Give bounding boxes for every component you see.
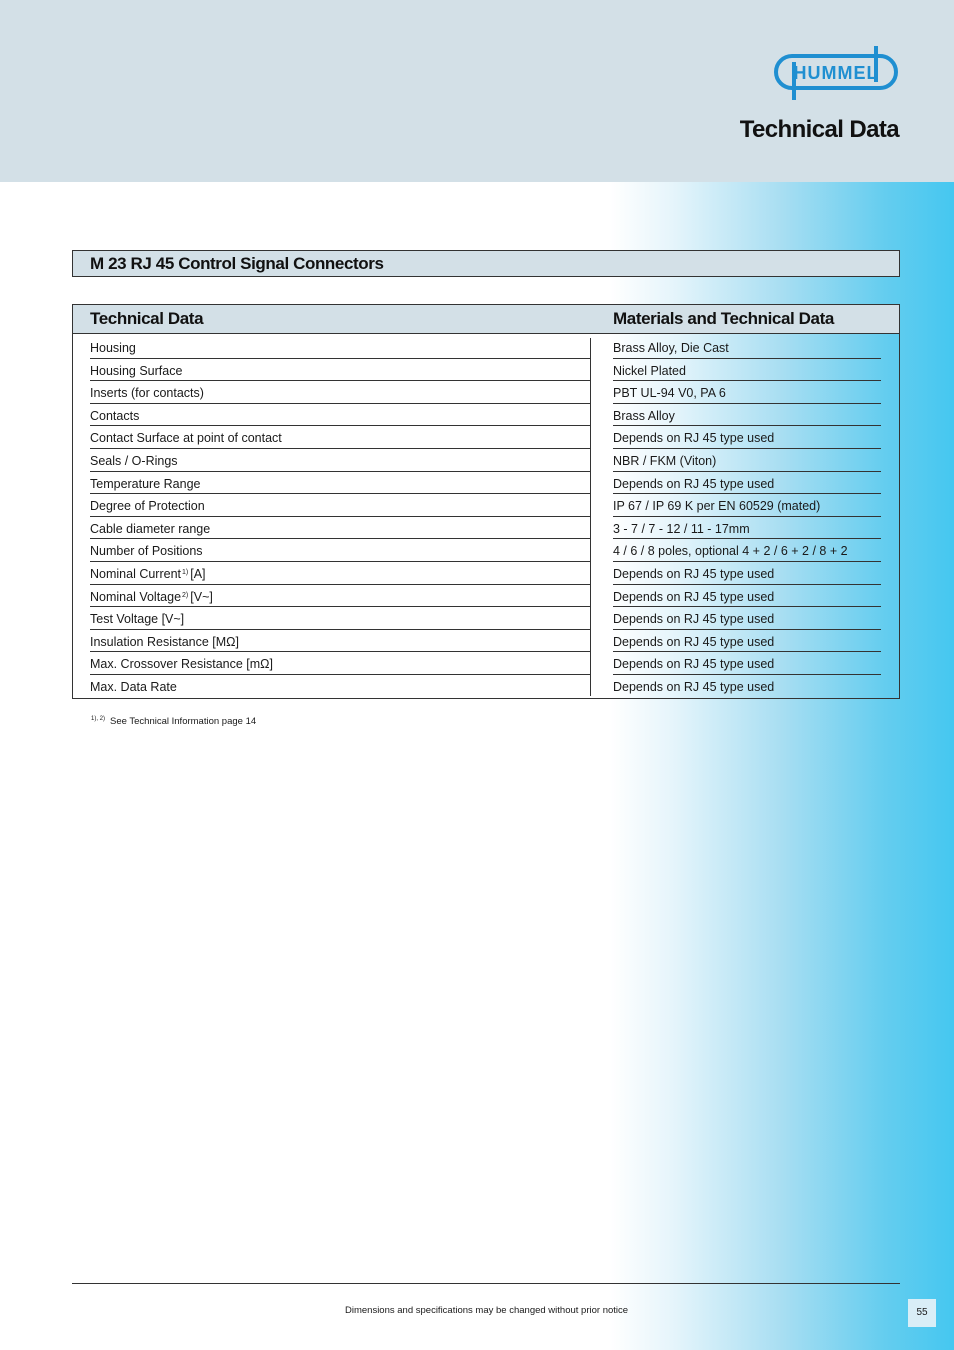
row-label [90, 680, 177, 694]
hummel-logo-icon [772, 44, 900, 102]
row-label [90, 567, 206, 581]
footer-note: Dimensions and specifications may be changed without prior notice [345, 1305, 629, 1316]
table-row [73, 494, 899, 517]
row-label [90, 364, 182, 378]
spec-table-body [73, 334, 899, 698]
footer-rule [72, 1283, 900, 1284]
row-label-text: Nominal Current [90, 566, 182, 581]
row-label-text: Max. Crossover Resistance [mΩ] [90, 657, 274, 672]
table-row [73, 336, 899, 359]
row-label [90, 477, 200, 491]
table-row [73, 404, 899, 427]
table-row [73, 630, 899, 653]
table-row [73, 539, 899, 562]
row-value: Depends on RJ 45 type used [613, 657, 775, 672]
footnote [90, 716, 256, 727]
row-value: Nickel Plated [613, 363, 686, 378]
table-row [73, 585, 899, 608]
row-value: Brass Alloy [613, 408, 675, 423]
section-title: M 23 RJ 45 Control Signal Connectors [90, 254, 384, 273]
table-row [73, 562, 899, 585]
page-number: 55 [908, 1299, 936, 1327]
section-title-box [72, 250, 900, 277]
table-row [73, 381, 899, 404]
row-label-unit: [V~] [190, 589, 213, 604]
row-label-text: Contacts [90, 408, 140, 423]
table-row [73, 359, 899, 382]
row-label [90, 454, 178, 468]
row-label [90, 590, 213, 604]
table-row [73, 675, 899, 698]
row-value: 4 / 6 / 8 poles, optional 4 + 2 / 6 + 2 / 8 + 2 [613, 544, 848, 559]
footnote-ref: 1) [182, 568, 189, 576]
row-label-text: Test Voltage [V~] [90, 612, 185, 627]
row-value: Depends on RJ 45 type used [613, 431, 775, 446]
row-label-text: Insulation Resistance [MΩ] [90, 634, 239, 649]
row-label-text: Number of Positions [90, 544, 203, 559]
footnote-ref: 2) [182, 591, 189, 599]
row-label [90, 499, 205, 513]
row-value: Depends on RJ 45 type used [613, 634, 775, 649]
table-row [73, 607, 899, 630]
row-label-text: Max. Data Rate [90, 679, 177, 694]
table-row [73, 426, 899, 449]
row-value: Brass Alloy, Die Cast [613, 341, 729, 355]
page-title: Technical Data [739, 116, 899, 143]
row-label-text: Seals / O-Rings [90, 453, 178, 468]
row-label-text: Degree of Protection [90, 499, 205, 514]
row-label [90, 522, 210, 536]
spec-table-header [73, 305, 899, 334]
logo-text: HUMMEL [793, 63, 879, 83]
row-label-text: Housing Surface [90, 363, 183, 378]
column-header-materials: Materials and Technical Data [613, 309, 834, 328]
row-label-text: Nominal Voltage [90, 589, 182, 604]
column-header-technical-data: Technical Data [90, 309, 204, 328]
row-label-text: Housing [90, 341, 136, 355]
spec-table [72, 304, 900, 699]
table-row [73, 472, 899, 495]
row-label [90, 431, 282, 445]
row-label-text: Temperature Range [90, 476, 201, 491]
row-label-text: Contact Surface at point of contact [90, 431, 282, 446]
row-label [90, 544, 203, 558]
footnote-marks: 1), 2) [91, 716, 106, 722]
row-value: IP 67 / IP 69 K per EN 60529 (mated) [613, 499, 821, 514]
row-label-text: Cable diameter range [90, 521, 211, 536]
row-value: Depends on RJ 45 type used [613, 566, 775, 581]
row-label [90, 657, 273, 671]
row-label [90, 409, 139, 423]
row-label [90, 386, 204, 400]
row-value: NBR / FKM (Viton) [613, 453, 717, 468]
row-value: Depends on RJ 45 type used [613, 589, 775, 604]
row-label [90, 635, 239, 649]
row-label-unit: [A] [190, 566, 206, 581]
row-label [90, 341, 136, 355]
row-value: Depends on RJ 45 type used [613, 679, 775, 694]
row-value: 3 - 7 / 7 - 12 / 11 - 17mm [613, 521, 750, 536]
table-row [73, 449, 899, 472]
row-value: PBT UL-94 V0, PA 6 [613, 386, 726, 401]
row-value: Depends on RJ 45 type used [613, 476, 775, 491]
table-row [73, 517, 899, 540]
row-label-text: Inserts (for contacts) [90, 386, 204, 401]
row-value: Depends on RJ 45 type used [613, 612, 775, 627]
row-label [90, 612, 184, 626]
footnote-text: See Technical Information page 14 [110, 716, 257, 727]
table-row [73, 652, 899, 675]
